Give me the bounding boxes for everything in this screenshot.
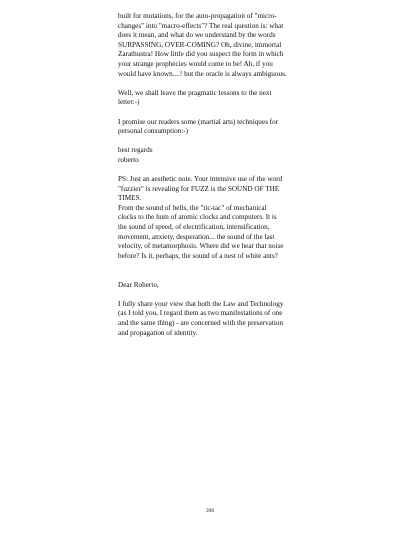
salutation: Dear Roberto, bbox=[118, 280, 159, 289]
paragraph-law-technology: I fully share your view that both the Law and Technology (as I told you, I regard them as two manifestations of one and the same thing) - are concerned with the preservation and propagation of identity. bbox=[118, 299, 284, 337]
body-text bbox=[118, 12, 333, 338]
page-number: 396 bbox=[205, 508, 215, 514]
signature-block: best regards roberto bbox=[118, 146, 153, 164]
paragraph-pragmatic-lessons: Well, we shall leave the pragmatic lessons to the next letter:-) bbox=[118, 88, 272, 107]
paragraph-postscript: PS: Just an aesthetic note. Your intensive use of the word "fuzzier" is revealing for FUZZ is the SOUND OF THE TIMES. From the sound of bells, the "tic-tac" of mechanical clocks to the hum of atomic clocks and computers. It is the sound of speed, of electrification, intensification, movement, anxiety, desperation... the sound of the last velocity, of metamorphosis. Where did we hear that noise before? Is it, perhaps, the sound of a nest of white ants? bbox=[118, 175, 284, 260]
paragraph-martial-arts: I promise our readers some (martial arts) techniques for personal consumption:-) bbox=[118, 117, 279, 136]
paragraph-zarathustra: built for mutations, for the auto-propagation of "micro- changes" into "macro-effects"? The real question is: what does it mean, and what do we understand by the words SURPASSING, OVER-COMING? Oh, divine, immortal Zarathustra! How little did you suspect the form in which your strange prophecies would come to be! Ah, if you would have known....! but the oracle is always ambiguous. bbox=[118, 12, 287, 78]
section-spacer bbox=[118, 271, 333, 281]
